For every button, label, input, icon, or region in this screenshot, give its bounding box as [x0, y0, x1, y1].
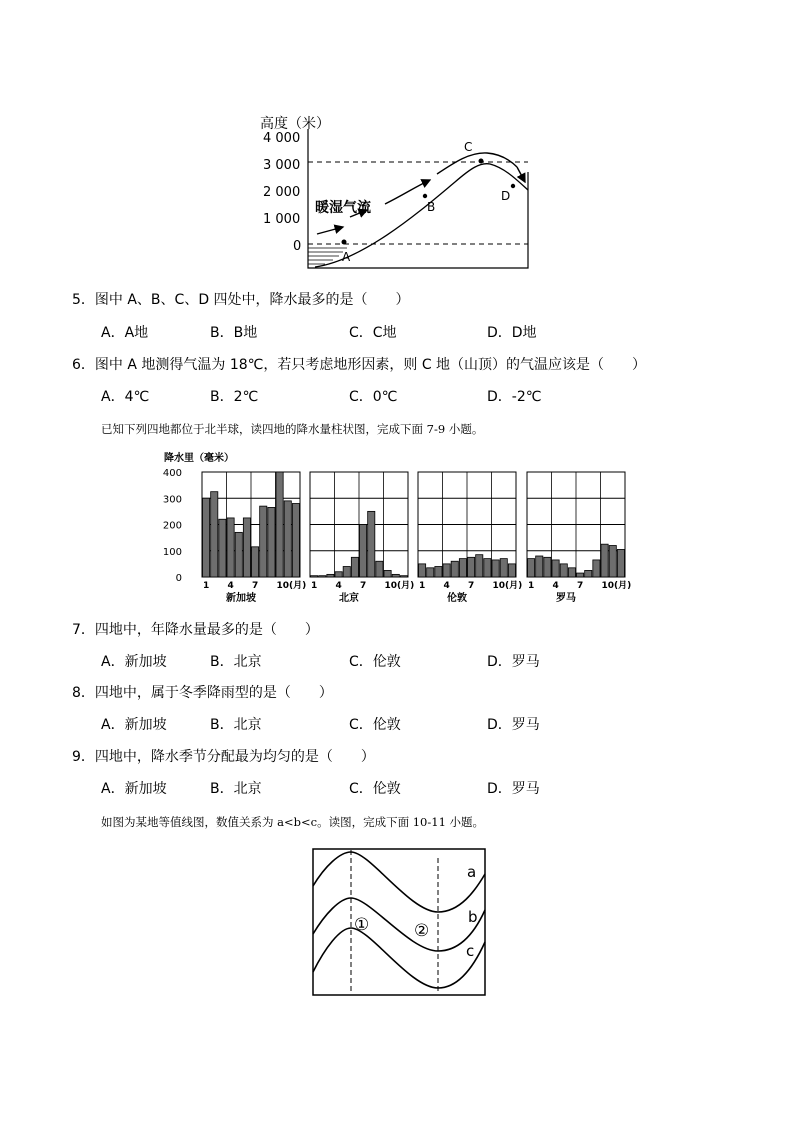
point-2-label: ②: [414, 921, 430, 941]
chart-y-tick-label: 300: [162, 494, 182, 506]
y-tick: 4 000: [263, 131, 301, 146]
chart-x-tick-label: 10(月): [601, 581, 632, 591]
bar-8: [368, 511, 375, 577]
point-c-label: C: [464, 140, 473, 154]
q7-option-c[interactable]: C．伦敦: [349, 654, 401, 670]
bar-10: [601, 544, 608, 577]
bar-11: [284, 501, 291, 577]
chart-x-tick-label: 7: [360, 581, 367, 591]
bar-1: [528, 559, 535, 577]
bar-8: [260, 506, 267, 577]
q6-option-d[interactable]: D．-2℃: [487, 389, 542, 405]
q8-option-b[interactable]: B．北京: [210, 717, 262, 733]
isoline-frame: [313, 849, 485, 995]
chart-panel-title: 伦敦: [447, 593, 467, 604]
q5-option-a[interactable]: A．A地: [101, 325, 149, 341]
precipitation-bar-charts: [160, 450, 640, 608]
point-1-label: ①: [354, 915, 370, 935]
bar-4: [335, 572, 342, 577]
flow-label: 暖湿气流: [315, 200, 371, 216]
chart-y-tick-label: 400: [162, 468, 182, 479]
bar-1: [203, 498, 210, 577]
chart-panel-title: 北京: [339, 593, 359, 604]
isoline-a-label: a: [467, 863, 477, 881]
bar-2: [319, 576, 326, 577]
bar-7: [360, 525, 367, 578]
chart-x-tick-label: 1: [528, 581, 535, 591]
chart-y-tick-label: 200: [162, 520, 182, 532]
q8-option-d[interactable]: D．罗马: [487, 717, 540, 733]
bar-8: [585, 570, 592, 577]
point-b-label: B: [427, 200, 436, 214]
bar-3: [544, 557, 551, 577]
q8-option-a[interactable]: A．新加坡: [101, 717, 167, 733]
y-tick: 1 000: [263, 212, 301, 227]
point-d-dot: [511, 184, 515, 188]
chart-x-tick-label: 4: [443, 581, 450, 591]
chart-x-tick-label: 4: [227, 581, 234, 591]
bar-10: [276, 472, 283, 577]
chart-x-tick-label: 1: [311, 581, 318, 591]
bar-7: [468, 557, 475, 577]
terrain-airflow-figure: [255, 112, 545, 274]
bar-8: [476, 555, 483, 577]
q9-option-a[interactable]: A．新加坡: [101, 781, 167, 797]
bar-7: [577, 573, 584, 577]
q9-option-b[interactable]: B．北京: [210, 781, 262, 797]
bar-2: [211, 492, 218, 577]
q6-option-c[interactable]: C．0℃: [349, 389, 398, 405]
bar-1: [311, 576, 318, 577]
bar-9: [593, 560, 600, 577]
bar-12: [400, 576, 407, 577]
q8-option-c[interactable]: C．伦敦: [349, 717, 401, 733]
bar-12: [292, 504, 299, 578]
question-8-stem: 8．四地中，属于冬季降雨型的是（ ）: [72, 685, 333, 701]
isoline-b: [313, 898, 485, 951]
chart-y-axis-label: 降水里（毫米）: [164, 453, 234, 464]
chart-x-tick-label: 7: [252, 581, 259, 591]
point-b-dot: [423, 194, 427, 198]
isoline-c: [313, 928, 485, 988]
bar-4: [227, 518, 234, 577]
y-tick: 2 000: [263, 185, 301, 200]
question-6-stem: 6．图中 A 地测得气温为 18℃，若只考虑地形因素，则 C 地（山顶）的气温应该是（ ）: [72, 357, 647, 373]
q5-option-d[interactable]: D．D地: [487, 325, 537, 341]
q9-option-c[interactable]: C．伦敦: [349, 781, 401, 797]
bar-11: [500, 559, 507, 577]
bar-3: [219, 519, 226, 577]
question-5-stem: 5．图中 A、B、C、D 四处中，降水最多的是（ ）: [72, 292, 410, 308]
chart-x-tick-label: 10(月): [276, 581, 307, 591]
chart-x-tick-label: 4: [335, 581, 342, 591]
y-tick: 3 000: [263, 158, 301, 173]
question-7-stem: 7．四地中，年降水量最多的是（ ）: [72, 622, 319, 638]
point-a-label: A: [342, 250, 351, 264]
bar-9: [376, 561, 383, 577]
bar-12: [617, 549, 624, 577]
chart-panel-title: 罗马: [556, 593, 576, 604]
intro-10-11: 如图为某地等值线图，数值关系为 a<b<c。读图，完成下面 10-11 小题。: [101, 815, 485, 829]
bar-3: [327, 574, 334, 577]
bar-12: [508, 564, 515, 577]
q7-option-b[interactable]: B．北京: [210, 654, 262, 670]
bar-7: [252, 547, 259, 577]
chart-x-tick-label: 7: [468, 581, 475, 591]
bar-9: [268, 507, 275, 577]
bar-6: [351, 557, 358, 577]
isoline-c-label: c: [466, 942, 475, 960]
isoline-figure: [310, 846, 490, 1000]
bar-5: [235, 532, 242, 577]
bar-5: [451, 561, 458, 577]
intro-7-9: 已知下列四地都位于北半球，读四地的降水量柱状图，完成下面 7-9 小题。: [101, 422, 484, 436]
point-d-label: D: [501, 189, 511, 203]
q5-option-b[interactable]: B．B地: [210, 325, 258, 341]
bar-6: [568, 568, 575, 577]
y-axis-label: 高度（米）: [260, 116, 330, 132]
bar-11: [392, 574, 399, 577]
point-c-dot: [479, 159, 484, 164]
bar-10: [384, 570, 391, 577]
bar-4: [443, 564, 450, 577]
plot-frame: [308, 129, 528, 268]
question-9-stem: 9．四地中，降水季节分配最为均匀的是（ ）: [72, 749, 375, 765]
isoline-b-label: b: [468, 908, 478, 926]
bar-9: [484, 559, 491, 577]
chart-x-tick-label: 1: [203, 581, 210, 591]
q6-option-a[interactable]: A．4℃: [101, 389, 150, 405]
chart-y-tick-label: 100: [162, 546, 182, 558]
bar-6: [243, 518, 250, 577]
bar-6: [459, 559, 466, 577]
q7-option-d[interactable]: D．罗马: [487, 654, 540, 670]
bar-2: [427, 568, 434, 577]
q9-option-d[interactable]: D．罗马: [487, 781, 540, 797]
chart-panel-title: 新加坡: [226, 593, 256, 604]
q7-option-a[interactable]: A．新加坡: [101, 654, 167, 670]
bar-11: [609, 546, 616, 578]
bar-4: [552, 560, 559, 577]
q5-option-c[interactable]: C．C地: [349, 325, 397, 341]
chart-y-tick-label: 0: [175, 573, 182, 584]
q6-option-b[interactable]: B．2℃: [210, 389, 259, 405]
bar-1: [419, 564, 426, 577]
chart-x-tick-label: 1: [419, 581, 426, 591]
bar-2: [536, 556, 543, 577]
chart-x-tick-label: 10(月): [492, 581, 523, 591]
bar-5: [560, 564, 567, 577]
bar-10: [492, 560, 499, 577]
chart-x-tick-label: 7: [577, 581, 584, 591]
bar-3: [435, 567, 442, 578]
chart-x-tick-label: 4: [552, 581, 559, 591]
bar-5: [343, 567, 350, 578]
y-tick: 0: [293, 239, 302, 254]
point-a-dot: [342, 240, 347, 245]
chart-x-tick-label: 10(月): [384, 581, 415, 591]
